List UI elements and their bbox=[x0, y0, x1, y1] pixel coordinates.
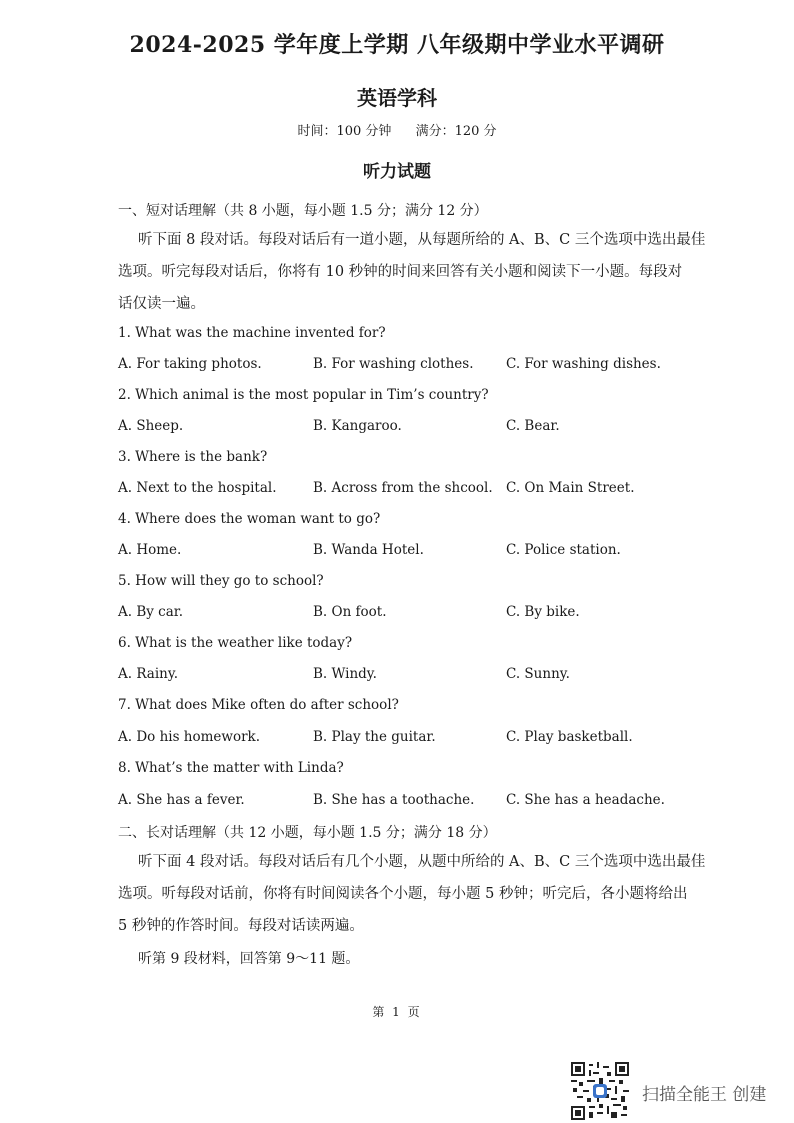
options-1 bbox=[118, 356, 738, 374]
options-2 bbox=[118, 418, 738, 436]
question-5: 5. How will they go to school? bbox=[118, 573, 324, 589]
subject-title: 英语学科 bbox=[357, 86, 437, 110]
question-8: 8. What’s the matter with Linda? bbox=[118, 760, 344, 776]
option-a: A. Do his homework. bbox=[118, 729, 261, 745]
page-number: 第 1 页 bbox=[372, 1005, 422, 1019]
listening-material-label: 听第 9 段材料，回答第 9～11 题。 bbox=[138, 951, 360, 967]
option-a: A. Next to the hospital. bbox=[118, 480, 277, 496]
instruction-line: 选项。听每段对话前，你将有时间阅读各个小题，每小题 5 秒钟；听完后，各小题将给出 bbox=[118, 886, 688, 902]
options-4 bbox=[118, 542, 738, 560]
option-b: B. Play the guitar. bbox=[313, 729, 436, 745]
option-c: C. Police station. bbox=[506, 542, 621, 558]
question-6: 6. What is the weather like today? bbox=[118, 635, 353, 651]
question-3: 3. Where is the bank? bbox=[118, 449, 268, 465]
listening-heading: 听力试题 bbox=[363, 162, 431, 182]
question-4: 4. Where does the woman want to go? bbox=[118, 511, 381, 527]
options-3 bbox=[118, 480, 738, 498]
option-b: B. On foot. bbox=[313, 604, 387, 620]
time-score-line bbox=[0, 120, 794, 139]
question-7: 7. What does Mike often do after school? bbox=[118, 697, 399, 713]
option-a: A. By car. bbox=[118, 604, 184, 620]
options-5 bbox=[118, 604, 738, 622]
exam-time: 时间：100 分钟 bbox=[297, 124, 392, 139]
option-c: C. Bear. bbox=[506, 418, 560, 434]
option-a: A. Rainy. bbox=[118, 666, 178, 682]
option-b: B. Across from the shcool. bbox=[313, 480, 493, 496]
option-b: B. Windy. bbox=[313, 666, 377, 682]
qr-code-icon bbox=[571, 1062, 629, 1120]
scanner-watermark: 扫描全能王 创建 bbox=[642, 1085, 767, 1105]
question-1: 1. What was the machine invented for? bbox=[118, 325, 386, 341]
instruction-line: 听下面 8 段对话。每段对话后有一道小题，从每题所给的 A、B、C 三个选项中选出最佳 bbox=[138, 232, 706, 248]
instruction-line: 听下面 4 段对话。每段对话后有几个小题，从题中所给的 A、B、C 三个选项中选出最佳 bbox=[138, 854, 706, 870]
question-2: 2. Which animal is the most popular in Tim’s country? bbox=[118, 387, 489, 403]
instruction-line: 选项。听完每段对话后，你将有 10 秒钟的时间来回答有关小题和阅读下一小题。每段对 bbox=[118, 264, 683, 280]
exam-title: 2024-2025 学年度上学期 八年级期中学业水平调研 bbox=[129, 32, 665, 58]
option-a: A. For taking photos. bbox=[118, 356, 262, 372]
option-b: B. For washing clothes. bbox=[313, 356, 474, 372]
option-c: C. For washing dishes. bbox=[506, 356, 661, 372]
instruction-line: 5 秒钟的作答时间。每段对话读两遍。 bbox=[118, 918, 364, 934]
options-8 bbox=[118, 792, 738, 810]
section1-heading: 一、短对话理解（共 8 小题，每小题 1.5 分；满分 12 分） bbox=[118, 203, 488, 219]
option-c: C. Sunny. bbox=[506, 666, 570, 682]
section2-instructions bbox=[118, 846, 728, 942]
section1-instructions bbox=[118, 224, 728, 320]
option-c: C. She has a headache. bbox=[506, 792, 665, 808]
option-b: B. She has a toothache. bbox=[313, 792, 475, 808]
option-a: A. Home. bbox=[118, 542, 182, 558]
option-a: A. She has a fever. bbox=[118, 792, 245, 808]
exam-score: 满分：120 分 bbox=[415, 124, 497, 139]
section2-heading: 二、长对话理解（共 12 小题，每小题 1.5 分；满分 18 分） bbox=[118, 825, 497, 841]
option-c: C. On Main Street. bbox=[506, 480, 635, 496]
option-a: A. Sheep. bbox=[118, 418, 184, 434]
options-6 bbox=[118, 666, 738, 684]
option-b: B. Wanda Hotel. bbox=[313, 542, 424, 558]
option-c: C. By bike. bbox=[506, 604, 580, 620]
option-b: B. Kangaroo. bbox=[313, 418, 402, 434]
instruction-line: 话仅读一遍。 bbox=[118, 296, 205, 312]
option-c: C. Play basketball. bbox=[506, 729, 633, 745]
options-7 bbox=[118, 729, 738, 747]
